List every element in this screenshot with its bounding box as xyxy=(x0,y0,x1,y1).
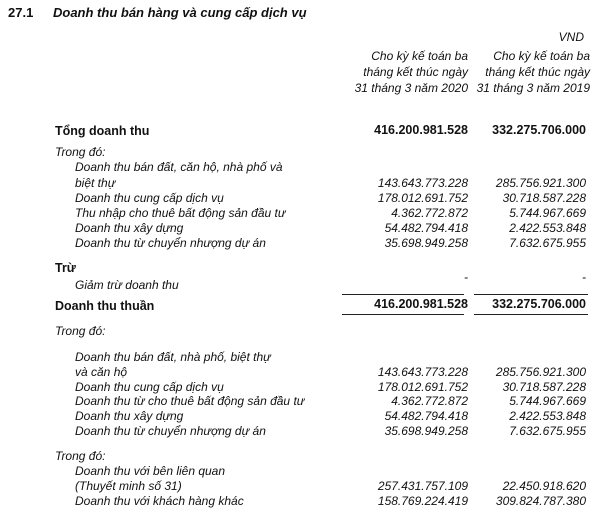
group1-item-2020: 178.012.691.752 xyxy=(377,191,468,205)
group1-item-2019: 7.632.675.955 xyxy=(509,236,586,250)
group2-item-label: Doanh thu xây dựng xyxy=(75,409,184,423)
group1-heading: Trong đó: xyxy=(55,145,106,159)
currency-label: VND xyxy=(558,30,584,44)
column-header-2019 xyxy=(477,48,590,96)
group2-item-label: Doanh thu cung cấp dịch vụ xyxy=(75,380,224,394)
group3-item-label: Doanh thu với khách hàng khác xyxy=(75,494,244,508)
group3-item-2020: 257.431.757.109 xyxy=(377,479,468,493)
group1-item-2019: 5.744.967.669 xyxy=(509,206,586,220)
group1-item-2020: 4.362.772.872 xyxy=(391,206,468,220)
column-header-line: 31 tháng 3 năm 2020 xyxy=(354,81,468,95)
rule-top-2019 xyxy=(474,294,588,295)
column-header-2020 xyxy=(355,48,468,96)
section-number: 27.1 xyxy=(8,5,34,20)
deductions-heading: Trừ xyxy=(55,261,76,275)
column-header-line: Cho kỳ kế toán ba xyxy=(493,49,590,63)
group2-item-2020: 35.698.949.258 xyxy=(384,424,468,438)
column-header-line: Cho kỳ kế toán ba xyxy=(371,49,468,63)
group1-item-2019: 285.756.921.300 xyxy=(495,176,586,190)
rule-top-2020 xyxy=(342,294,464,295)
group1-item-label: Doanh thu bán đất, căn hộ, nhà phố và xyxy=(75,160,283,174)
group2-item-2020: 143.643.773.228 xyxy=(377,365,468,379)
section-title: Doanh thu bán hàng và cung cấp dịch vụ xyxy=(53,5,307,20)
total-revenue-label: Tổng doanh thu xyxy=(55,124,150,138)
rule-bottom-2019 xyxy=(474,314,588,315)
group1-item-label: biệt thự xyxy=(75,176,116,190)
group2-item-label: Doanh thu bán đất, nhà phố, biệt thự xyxy=(75,350,271,364)
group2-item-2020: 4.362.772.872 xyxy=(391,394,468,408)
group1-item-2020: 35.698.949.258 xyxy=(384,236,468,250)
deductions-label: Giảm trừ doanh thu xyxy=(75,278,179,292)
group1-item-label: Doanh thu xây dựng xyxy=(75,221,184,235)
group1-item-label: Doanh thu cung cấp dịch vụ xyxy=(75,191,224,205)
column-header-line: tháng kết thúc ngày xyxy=(363,65,468,79)
group3-item-label: Doanh thu với bên liên quan xyxy=(75,464,226,478)
group1-item-2020: 143.643.773.228 xyxy=(377,176,468,190)
group2-item-2019: 5.744.967.669 xyxy=(509,394,586,408)
net-revenue-2020: 416.200.981.528 xyxy=(374,297,468,311)
group3-item-2020: 158.769.224.419 xyxy=(377,494,468,508)
group1-item-label: Thu nhập cho thuê bất động sản đầu tư xyxy=(75,206,286,220)
group3-heading: Trong đó: xyxy=(55,449,106,463)
group1-item-2020: 54.482.794.418 xyxy=(384,221,468,235)
deductions-2019: - xyxy=(582,270,586,284)
net-revenue-label: Doanh thu thuần xyxy=(55,299,155,313)
group2-item-label: Doanh thu từ chuyển nhượng dự án xyxy=(75,424,266,438)
group2-item-2020: 54.482.794.418 xyxy=(384,409,468,423)
group2-item-2020: 178.012.691.752 xyxy=(377,380,468,394)
column-header-line: tháng kết thúc ngày xyxy=(485,65,590,79)
net-revenue-2019: 332.275.706.000 xyxy=(492,297,586,311)
group2-item-2019: 7.632.675.955 xyxy=(509,424,586,438)
total-revenue-2020: 416.200.981.528 xyxy=(374,123,468,137)
group2-item-2019: 2.422.553.848 xyxy=(509,409,586,423)
group2-item-2019: 285.756.921.300 xyxy=(495,365,586,379)
group3-item-2019: 22.450.918.620 xyxy=(502,479,586,493)
group2-item-label: và căn hộ xyxy=(75,365,128,379)
group2-heading: Trong đó: xyxy=(55,324,106,338)
group1-item-2019: 2.422.553.848 xyxy=(509,221,586,235)
group1-item-label: Doanh thu từ chuyển nhượng dự án xyxy=(75,236,266,250)
deductions-2020: - xyxy=(464,270,468,284)
group2-item-label: Doanh thu từ cho thuê bất động sản đầu tư xyxy=(75,394,305,408)
group2-item-2019: 30.718.587.228 xyxy=(502,380,586,394)
group1-item-2019: 30.718.587.228 xyxy=(502,191,586,205)
group3-item-2019: 309.824.787.380 xyxy=(495,494,586,508)
total-revenue-2019: 332.275.706.000 xyxy=(492,123,586,137)
column-header-line: 31 tháng 3 năm 2019 xyxy=(476,81,590,95)
group3-item-label: (Thuyết minh số 31) xyxy=(75,479,182,493)
rule-bottom-2020 xyxy=(342,314,464,315)
